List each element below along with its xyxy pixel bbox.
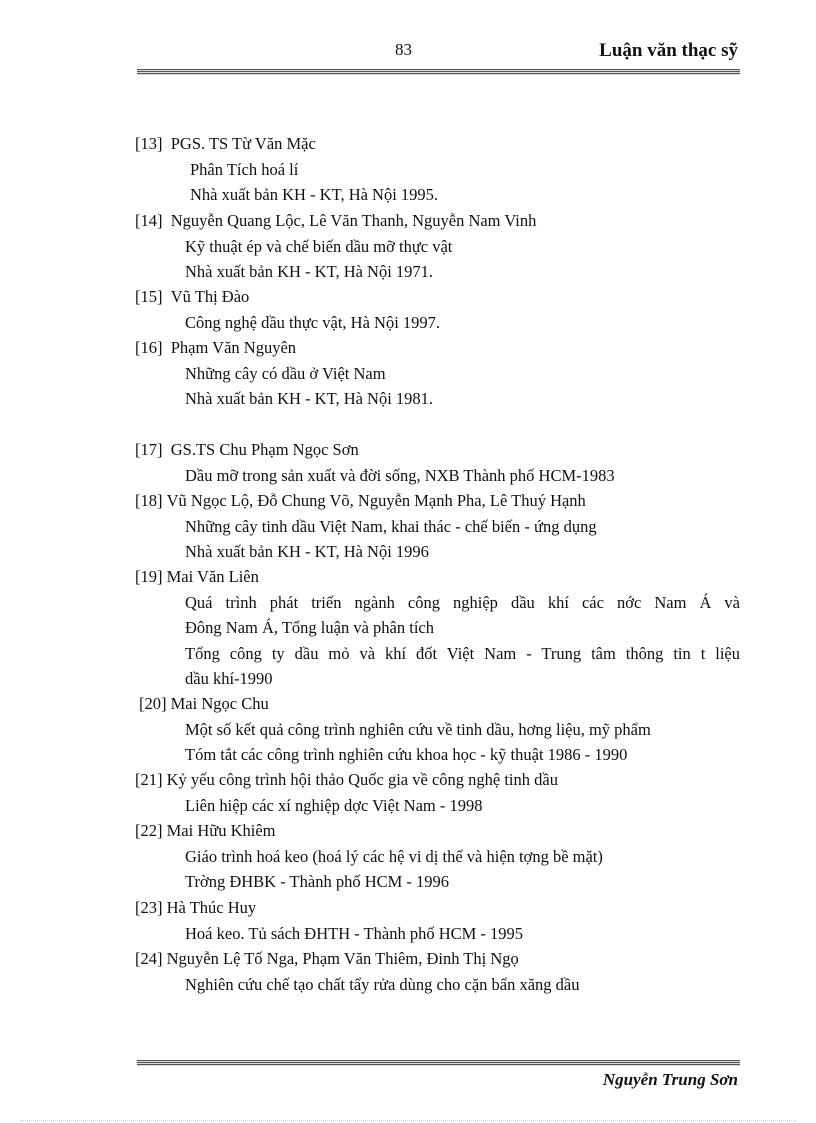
reference-line: Liên hiệp các xí nghiệp dợc Việt Nam - 1998 — [185, 795, 483, 815]
reference-line: Trờng ĐHBK - Thành phố HCM - 1996 — [185, 872, 450, 891]
footer-author: Nguyễn Trung Sơn — [602, 1070, 738, 1089]
reference-line: Phân Tích hoá lí — [190, 159, 299, 179]
reference-heading — [135, 131, 740, 157]
reference-heading — [135, 564, 740, 590]
reference-heading — [135, 895, 740, 921]
reference-22 — [135, 818, 740, 895]
reference-line: Đông Nam Á, Tổng luận và phân tích — [185, 618, 434, 637]
reference-author: Mai Ngọc Chu — [170, 694, 269, 713]
reference-author: Nguyễn Lệ Tố Nga, Phạm Văn Thiêm, Đinh Thị Ngọ — [166, 949, 519, 968]
reference-heading — [135, 335, 740, 361]
reference-line: Dầu mỡ trong sản xuất và đời sống, NXB Thành phố HCM-1983 — [185, 465, 615, 485]
reference-author: Phạm Văn Nguyên — [170, 338, 297, 357]
reference-number: [22] — [135, 821, 163, 840]
reference-line: Những cây tinh dầu Việt Nam, khai thác - chế biến - ứng dụng — [185, 516, 597, 536]
reference-heading — [135, 946, 740, 972]
reference-19 — [135, 564, 740, 692]
reference-author: GS.TS Chu Phạm Ngọc Sơn — [170, 440, 359, 459]
reference-author: Vũ Thị Đào — [170, 287, 250, 306]
reference-line: Nhà xuất bản KH - KT, Hà Nội 1996 — [185, 542, 429, 561]
reference-line: Tổng công ty dầu mỏ và khí đốt Việt Nam - Trung tâm thông tin t liệu — [185, 643, 740, 663]
reference-14 — [135, 208, 740, 285]
reference-line: Quá trình phát triển ngành công nghiệp dầu khí các nớc Nam Á và — [185, 592, 740, 612]
reference-line: Những cây có dầu ở Việt Nam — [185, 363, 386, 383]
reference-author: Nguyễn Quang Lộc, Lê Văn Thanh, Nguyễn Nam Vinh — [170, 211, 537, 230]
reference-number: [15] — [135, 287, 163, 306]
reference-heading — [135, 284, 740, 310]
reference-heading — [135, 818, 740, 844]
reference-heading — [135, 767, 740, 793]
reference-number: [17] — [135, 440, 163, 459]
reference-line: Một số kết quả công trình nghiên cứu về tinh dầu, hơng liệu, mỹ phẩm — [185, 719, 651, 739]
reference-13 — [135, 131, 740, 208]
reference-heading — [135, 488, 740, 514]
reference-line: dầu khí-1990 — [185, 669, 273, 688]
reference-line: Tóm tắt các công trình nghiên cứu khoa học - kỹ thuật 1986 - 1990 — [185, 745, 628, 764]
reference-21 — [135, 767, 740, 818]
reference-23 — [135, 895, 740, 946]
reference-18 — [135, 488, 740, 565]
reference-author: Kỷ yếu công trình hội thảo Quốc gia về công nghệ tinh dầu — [166, 770, 558, 789]
reference-author: Mai Hữu Khiêm — [166, 821, 276, 840]
reference-number: [21] — [135, 770, 163, 789]
reference-number: [14] — [135, 211, 163, 230]
reference-number: [19] — [135, 567, 163, 586]
reference-20 — [139, 691, 744, 768]
reference-15 — [135, 284, 740, 335]
reference-author: PGS. TS Từ Văn Mặc — [170, 134, 316, 153]
reference-line: Công nghệ dầu thực vật, Hà Nội 1997. — [185, 312, 441, 332]
page-edge-divider — [20, 1120, 796, 1121]
document-title: Luận văn thạc sỹ — [599, 40, 738, 61]
reference-author: Mai Văn Liên — [166, 567, 259, 586]
reference-heading — [139, 691, 744, 717]
reference-number: [24] — [135, 949, 163, 968]
reference-16 — [135, 335, 740, 412]
footer-rule — [137, 1060, 740, 1066]
reference-line: Nhà xuất bản KH - KT, Hà Nội 1971. — [185, 262, 434, 281]
reference-number: [16] — [135, 338, 163, 357]
reference-heading — [135, 437, 740, 463]
reference-line: Kỹ thuật ép và chế biến dầu mỡ thực vật — [185, 236, 453, 256]
reference-author: Vũ Ngọc Lộ, Đỗ Chung Võ, Nguyễn Mạnh Pha, Lê Thuý Hạnh — [166, 491, 586, 510]
header-rule — [137, 69, 740, 75]
reference-line: Giáo trình hoá keo (hoá lý các hệ vi dị thể và hiện tợng bề mặt) — [185, 846, 603, 866]
reference-number: [18] — [135, 491, 163, 510]
reference-author: Hà Thúc Huy — [166, 898, 257, 917]
page-number: 83 — [395, 40, 412, 59]
reference-line: Nhà xuất bản KH - KT, Hà Nội 1981. — [185, 389, 434, 408]
reference-heading — [135, 208, 740, 234]
reference-line: Nghiên cứu chế tạo chất tẩy rửa dùng cho cặn bẩn xăng dầu — [185, 974, 580, 994]
reference-number: [13] — [135, 134, 163, 153]
reference-number: [20] — [139, 694, 167, 713]
reference-line: Nhà xuất bản KH - KT, Hà Nội 1995. — [190, 185, 439, 204]
reference-line: Hoá keo. Tủ sách ĐHTH - Thành phố HCM - 1995 — [185, 923, 524, 943]
reference-number: [23] — [135, 898, 163, 917]
reference-24 — [135, 946, 740, 997]
reference-17 — [135, 437, 740, 488]
